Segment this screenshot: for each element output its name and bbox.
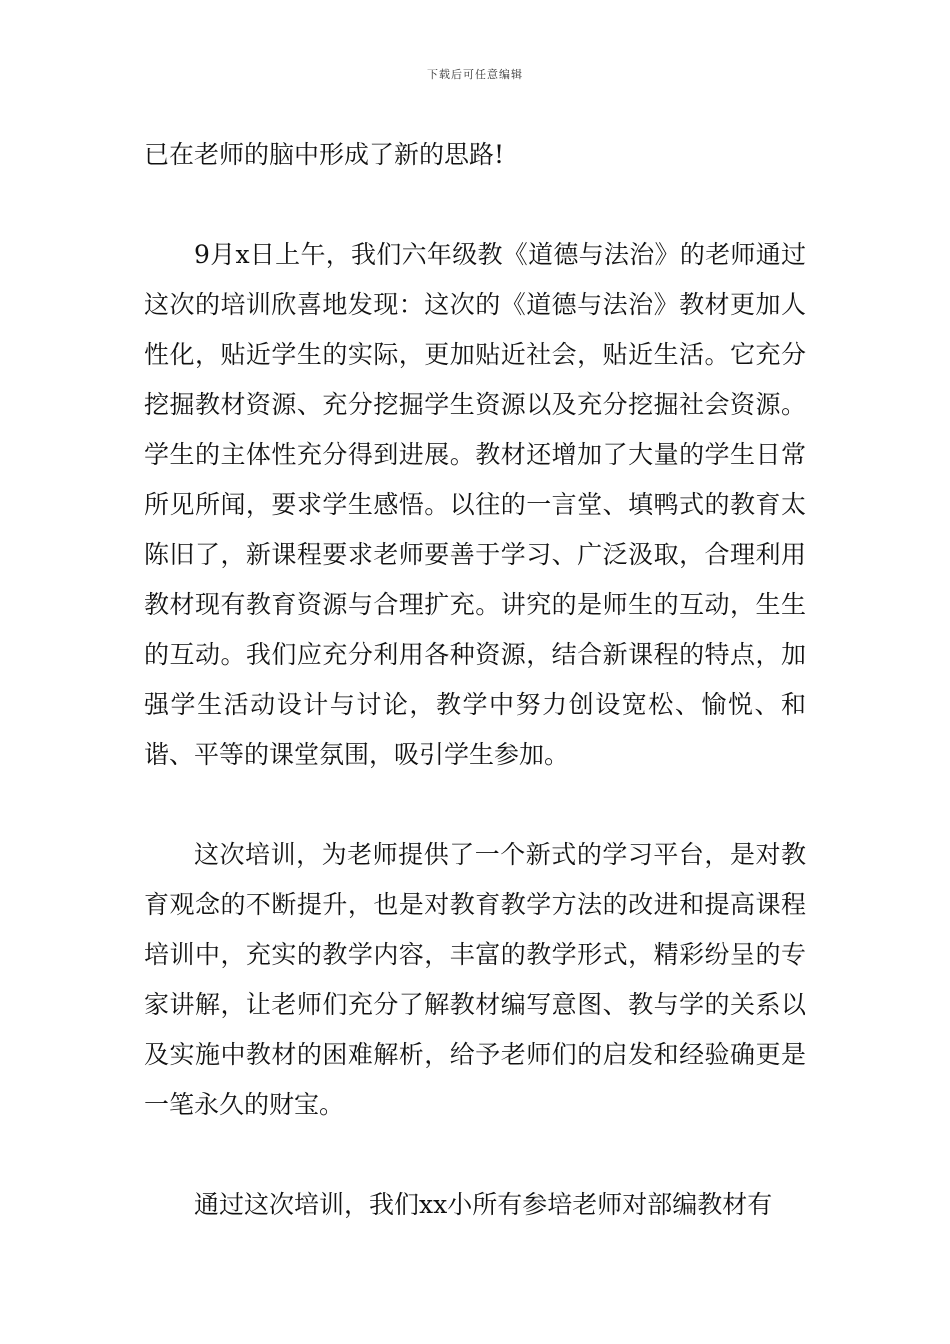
document-body — [144, 130, 806, 1230]
paragraph-4: 通过这次培训，我们xx小所有参培老师对部编教材有 — [194, 1190, 773, 1219]
paragraph-spacer — [144, 780, 806, 830]
paragraph-3: 这次培训，为老师提供了一个新式的学习平台，是对教育观念的不断提升，也是对教育教学方法的改进和提高课程培训中，充实的教学内容，丰富的教学形式，精彩纷呈的专家讲解，让老师们充分了解教材编写意图、教与学的关系以及实施中教材的困难解析，给予老师们的启发和经验确更是一笔永久的财宝。 — [144, 840, 806, 1119]
paragraph-spacer — [144, 180, 806, 230]
paragraph-2: 9月x日上午，我们六年级教《道德与法治》的老师通过这次的培训欣喜地发现：这次的《道德与法治》教材更加人性化，贴近学生的实际，更加贴近社会，贴近生活。它充分挖掘教材资源、充分挖掘学生资源以及充分挖掘社会资源。学生的主体性充分得到进展。教材还增加了大量的学生日常所见所闻，要求学生感悟。以往的一言堂、填鸭式的教育太陈旧了，新课程要求老师要善于学习、广泛汲取，合理利用教材现有教育资源与合理扩充。讲究的是师生的互动，生生的互动。我们应充分利用各种资源，结合新课程的特点，加强学生活动设计与讨论，教学中努力创设宽松、愉悦、和谐、平等的课堂氛围，吸引学生参加。 — [144, 240, 806, 769]
paragraph-spacer — [144, 1130, 806, 1180]
page-header: 下载后可任意编辑 — [427, 68, 523, 81]
paragraph-1: 已在老师的脑中形成了新的思路! — [144, 140, 505, 169]
